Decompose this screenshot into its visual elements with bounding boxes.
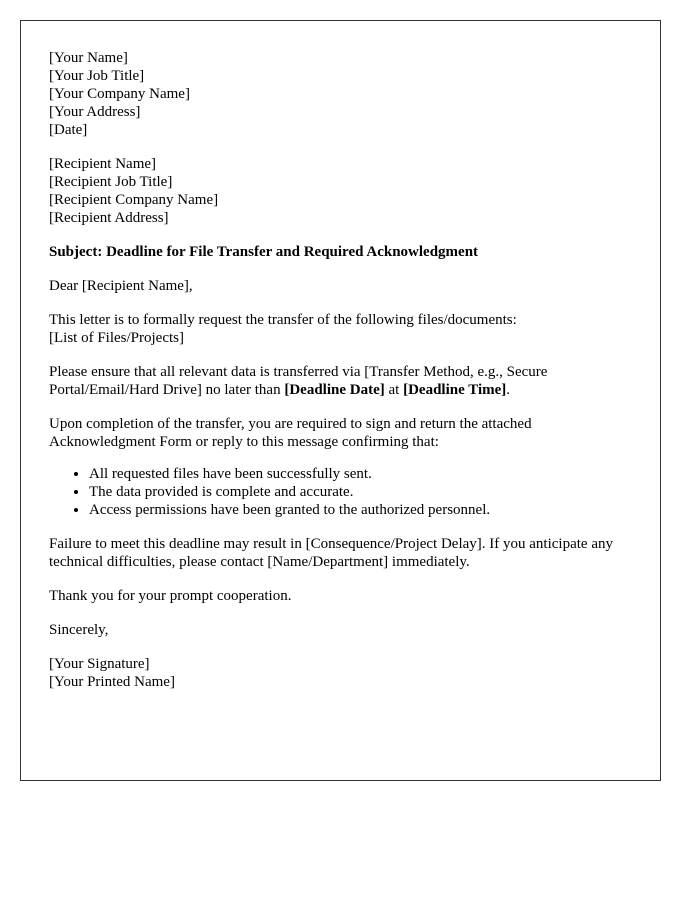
recipient-company: [Recipient Company Name] bbox=[49, 192, 219, 208]
recipient-address: [Recipient Address] bbox=[49, 210, 169, 226]
sender-name: [Your Name] bbox=[49, 50, 128, 66]
list-item: • The data provided is complete and accurate. bbox=[89, 483, 632, 501]
list-item: • All requested files have been successfully sent. bbox=[89, 465, 632, 483]
transfer-text: Please ensure that all relevant data is transferred via [Transfer Method, e.g., Secure Portal/Email/Hard Drive] no later than bbox=[49, 364, 548, 398]
recipient-name: [Recipient Name] bbox=[49, 156, 157, 172]
files-list-placeholder: [List of Files/Projects] bbox=[49, 330, 184, 346]
letter bbox=[20, 20, 661, 781]
signature: [Your Signature] bbox=[49, 656, 150, 672]
transfer-text-end: . bbox=[506, 382, 511, 398]
sender-job-title: [Your Job Title] bbox=[49, 68, 145, 84]
salutation: Dear [Recipient Name], bbox=[49, 278, 193, 294]
closing: Sincerely, bbox=[49, 622, 109, 638]
thanks-paragraph: Thank you for your prompt cooperation. bbox=[49, 588, 292, 604]
deadline-date: [Deadline Date] bbox=[284, 382, 385, 398]
consequence-paragraph: Failure to meet this deadline may result in [Consequence/Project Delay]. If you anticipate any technical difficulties, please contact [Name/Department] immediately. bbox=[49, 536, 613, 570]
recipient-job-title: [Recipient Job Title] bbox=[49, 174, 173, 190]
subject-line: Subject: Deadline for File Transfer and Required Acknowledgment bbox=[49, 244, 479, 260]
sender-company: [Your Company Name] bbox=[49, 86, 190, 102]
list-item: • Access permissions have been granted to the authorized personnel. bbox=[89, 501, 632, 519]
printed-name: [Your Printed Name] bbox=[49, 674, 175, 690]
signature-block bbox=[49, 655, 632, 691]
letter-date: [Date] bbox=[49, 122, 88, 138]
transfer-text-middle: at bbox=[384, 382, 404, 398]
intro-text: This letter is to formally request the transfer of the following files/documents: bbox=[49, 312, 517, 328]
intro-paragraph bbox=[49, 311, 632, 347]
sender-address: [Your Address] bbox=[49, 104, 141, 120]
acknowledgment-paragraph: Upon completion of the transfer, you are required to sign and return the attached Acknowledgment Form or reply to this message confirming that: bbox=[49, 416, 532, 450]
sender-block bbox=[49, 49, 632, 139]
transfer-paragraph bbox=[49, 363, 632, 399]
recipient-block bbox=[49, 155, 632, 227]
confirmation-list bbox=[49, 465, 632, 519]
deadline-time: [Deadline Time] bbox=[403, 382, 507, 398]
